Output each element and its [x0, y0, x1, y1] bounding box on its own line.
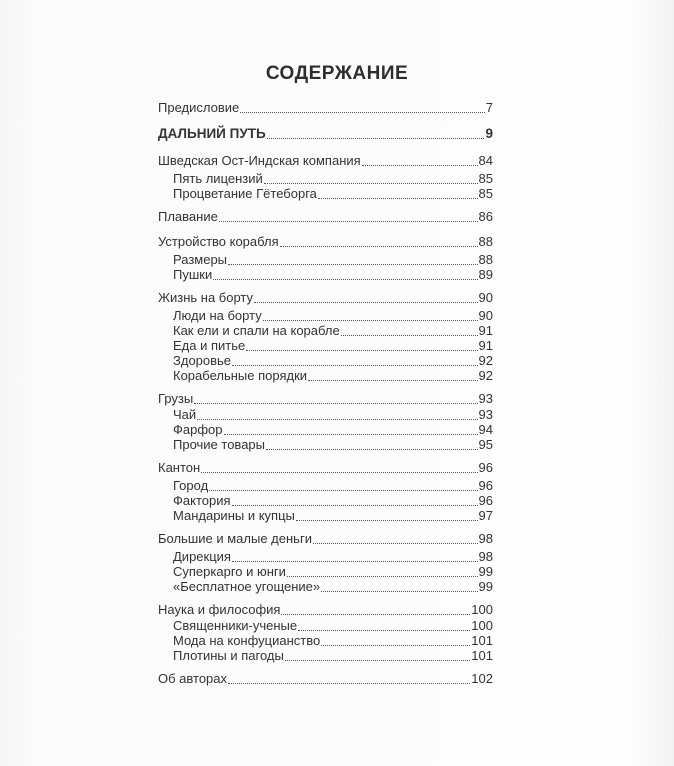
- toc-entry: [158, 208, 493, 224]
- toc-entry: [173, 337, 493, 353]
- toc-entry-title: Грузы: [158, 391, 194, 406]
- toc-entry: [173, 632, 493, 648]
- toc-entry-title: Размеры: [173, 252, 228, 267]
- toc-entry: [173, 617, 493, 633]
- toc-entry-page-number: 96: [478, 493, 493, 508]
- toc-entry-page-number: 85: [478, 171, 493, 186]
- dot-leader: [266, 447, 478, 450]
- dot-leader: [232, 559, 478, 562]
- dot-leader: [267, 136, 485, 139]
- toc-entry: [173, 578, 493, 594]
- toc-entry-page-number: 96: [478, 478, 493, 493]
- dot-leader: [362, 163, 478, 166]
- dot-leader: [280, 244, 478, 247]
- toc-entry-page-number: 9: [485, 126, 493, 141]
- toc-entry-title: Фактория: [173, 493, 231, 508]
- toc-entry: [158, 125, 493, 141]
- toc-entry: [173, 266, 493, 282]
- dot-leader: [321, 589, 477, 592]
- toc-entry-page-number: 99: [478, 579, 493, 594]
- toc-entry-page-number: 100: [471, 602, 493, 617]
- toc-entry: [173, 406, 493, 422]
- toc-entry-page-number: 98: [478, 531, 493, 546]
- dot-leader: [201, 470, 477, 473]
- toc-entry-title: Мода на конфуцианство: [173, 633, 321, 648]
- toc-entry-page-number: 7: [485, 100, 493, 115]
- dot-leader: [341, 333, 478, 336]
- toc-entry-title: Чай: [173, 407, 197, 422]
- toc-entry: [158, 601, 493, 617]
- toc-entry-title: Наука и философия: [158, 602, 281, 617]
- toc-entry-page-number: 91: [478, 338, 493, 353]
- dot-leader: [313, 541, 478, 544]
- toc-entry-title: Здоровье: [173, 353, 232, 368]
- dot-leader: [209, 488, 477, 491]
- dot-leader: [228, 681, 470, 684]
- toc-entry: [173, 421, 493, 437]
- toc-entry-title: Прочие товары: [173, 437, 265, 452]
- dot-leader: [264, 181, 478, 184]
- toc-entry-page-number: 90: [478, 308, 493, 323]
- toc-entry-page-number: 92: [478, 353, 493, 368]
- toc-entry-title: Пять лицензий: [173, 171, 263, 186]
- toc-entry-title: Устройство корабля: [158, 234, 279, 249]
- toc-entry-title: Священники-ученые: [173, 618, 298, 633]
- toc-entry: [173, 647, 493, 663]
- toc-entry: [158, 152, 493, 168]
- toc-entry: [158, 459, 493, 475]
- toc-entry-page-number: 84: [478, 153, 493, 168]
- dot-leader: [308, 378, 478, 381]
- toc-entry-page-number: 97: [478, 508, 493, 523]
- toc-entry-title: Об авторах: [158, 671, 228, 686]
- toc-entry-title: Кантон: [158, 460, 201, 475]
- toc-entry-page-number: 88: [478, 252, 493, 267]
- dot-leader: [263, 318, 478, 321]
- toc-entry-page-number: 89: [478, 267, 493, 282]
- toc-entry-page-number: 90: [478, 290, 493, 305]
- dot-leader: [232, 503, 478, 506]
- dot-leader: [219, 219, 478, 222]
- toc-entry: [173, 307, 493, 323]
- toc-entry-page-number: 96: [478, 460, 493, 475]
- toc-entry: [158, 233, 493, 249]
- toc-entry-page-number: 102: [471, 671, 493, 686]
- toc-entry: [173, 477, 493, 493]
- dot-leader: [240, 110, 485, 113]
- dot-leader: [228, 262, 478, 265]
- toc-entry-title: Процветание Гётеборга: [173, 186, 317, 201]
- dot-leader: [232, 363, 477, 366]
- toc-entry-title: Предисловие: [158, 100, 240, 115]
- toc-entry: [158, 390, 493, 406]
- toc-entry: [173, 251, 493, 267]
- dot-leader: [296, 518, 478, 521]
- toc-entry: [173, 563, 493, 579]
- dot-leader: [298, 628, 470, 631]
- toc-entry-page-number: 91: [478, 323, 493, 338]
- dot-leader: [194, 401, 477, 404]
- dot-leader: [318, 196, 478, 199]
- toc-entry: [158, 670, 493, 686]
- toc-entry-title: Еда и питье: [173, 338, 246, 353]
- dot-leader: [287, 574, 478, 577]
- toc-entry-page-number: 95: [478, 437, 493, 452]
- toc-entry: [173, 170, 493, 186]
- toc-entry: [173, 492, 493, 508]
- toc-entry-page-number: 93: [478, 407, 493, 422]
- toc-entry-page-number: 88: [478, 234, 493, 249]
- toc-entry: [173, 367, 493, 383]
- toc-entry-title: Мандарины и купцы: [173, 508, 295, 523]
- toc-entry-page-number: 86: [478, 209, 493, 224]
- toc-entry-title: Как ели и спали на корабле: [173, 323, 340, 338]
- toc-entry-page-number: 101: [471, 648, 493, 663]
- dot-leader: [254, 300, 478, 303]
- toc-entry-title: Люди на борту: [173, 308, 262, 323]
- toc-entry: [158, 99, 493, 115]
- toc-entry-title: Большие и малые деньги: [158, 531, 312, 546]
- toc-entry-title: Суперкарго и юнги: [173, 564, 286, 579]
- dot-leader: [281, 612, 470, 615]
- toc-entry-page-number: 85: [478, 186, 493, 201]
- toc-entry: [173, 185, 493, 201]
- toc-entry-page-number: 93: [478, 391, 493, 406]
- toc-entry-title: Жизнь на борту: [158, 290, 254, 305]
- toc-entry-page-number: 92: [478, 368, 493, 383]
- toc-entry: [173, 322, 493, 338]
- toc-entry-page-number: 94: [478, 422, 493, 437]
- toc-entry-title: «Бесплатное угощение»: [173, 579, 321, 594]
- toc-entry-title: Фарфор: [173, 422, 223, 437]
- dot-leader: [197, 417, 477, 420]
- dot-leader: [246, 348, 477, 351]
- toc-entry: [173, 548, 493, 564]
- toc-entry-title: Плавание: [158, 209, 218, 224]
- toc-entry-page-number: 101: [471, 633, 493, 648]
- toc-entry-page-number: 99: [478, 564, 493, 579]
- toc-entry-title: Корабельные порядки: [173, 368, 308, 383]
- toc-entry-title: Дирекция: [173, 549, 231, 564]
- toc-entry-title: Пушки: [173, 267, 213, 282]
- page-title: СОДЕРЖАНИЕ: [265, 63, 409, 84]
- toc-entry-title: Город: [173, 478, 209, 493]
- dot-leader: [285, 658, 470, 661]
- toc-entry: [173, 352, 493, 368]
- dot-leader: [321, 643, 470, 646]
- toc-entry-title: Плотины и пагоды: [173, 648, 284, 663]
- toc-entry: [158, 289, 493, 305]
- dot-leader: [224, 432, 478, 435]
- toc-entry-title: ДАЛЬНИЙ ПУТЬ: [158, 126, 266, 141]
- toc-entry-page-number: 98: [478, 549, 493, 564]
- dot-leader: [213, 277, 477, 280]
- toc-entry: [158, 530, 493, 546]
- toc-entry: [173, 436, 493, 452]
- toc-entry-page-number: 100: [471, 618, 493, 633]
- toc-entry-title: Шведская Ост-Индская компания: [158, 153, 361, 168]
- toc-entry: [173, 507, 493, 523]
